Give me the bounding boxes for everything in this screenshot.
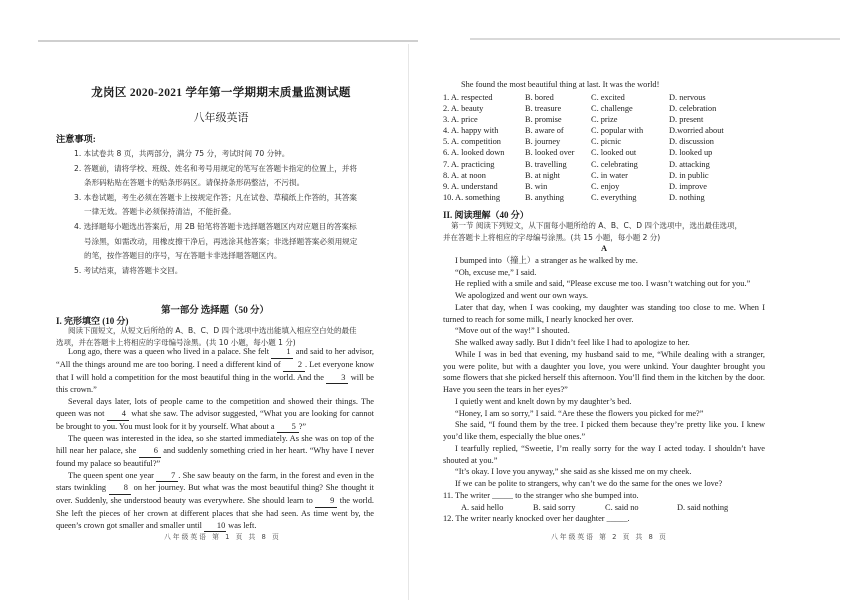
blank-7: 7 (156, 470, 178, 483)
notes-heading: 注意事项: (56, 134, 96, 144)
option-row (443, 103, 759, 114)
passage-paragraph: “Oh, excuse me,” I said. (455, 267, 537, 277)
option-cell: B. bored (525, 93, 554, 102)
reading-section-title: II. 阅读理解（40 分） (443, 210, 529, 220)
option-cell: B. promise (525, 115, 562, 125)
option-cell: 2. A. beauty (443, 104, 484, 114)
blank-5: 5 (277, 421, 299, 434)
q11-option-a: A. said hello (461, 502, 504, 512)
option-row (443, 114, 759, 125)
passage-paragraph: Later that day, when I was cooking, my daughter was standing too close to me. When I turned to reach for some milk, I nearly knocked her over. (443, 302, 765, 324)
passage-paragraph: He replied with a smile and said, “Please excuse me too. I wasn’t watching out for you.” (455, 279, 751, 289)
passage-paragraph: I quietly went and knelt down by my daughter’s bed. (455, 396, 632, 406)
option-row (443, 170, 759, 181)
page-1 (56, 0, 374, 608)
page-fold (408, 44, 409, 600)
option-cell: 9. A. understand (443, 181, 498, 191)
note-line: 一律无效。答题卡必须保持清洁，不能折叠。 (84, 207, 236, 217)
cloze-section-title: I. 完形填空 (10 分) (56, 316, 129, 326)
option-cell: C. popular with (591, 126, 644, 136)
option-cell: 5. A. competition (443, 137, 501, 147)
q11-option-d: D. said nothing (677, 502, 729, 512)
note-line: 号涂黑，如需改动，用橡皮擦干净后，再选涂其他答案；非选择题答案必须用规定 (84, 236, 358, 246)
passage-paragraph: I bumped into（撞上）a stranger as he walked by me. (455, 255, 638, 265)
blank-9: 9 (315, 495, 337, 508)
passage-paragraph: “It’s okay. I love you anyway,” she said as she kissed me on my cheek. (455, 467, 692, 477)
exam-title: 龙岗区 2020-2021 学年第一学期期末质量监测试题 (91, 87, 351, 99)
option-row (443, 159, 759, 170)
note-line: 条形码粘贴在答题卡的贴条形码区。请保持条形码整洁，不污损。 (84, 178, 305, 188)
question-12: 12. The writer nearly knocked over her daughter _____. (443, 514, 630, 524)
option-cell: 8. A. at noon (443, 170, 486, 180)
option-cell: 7. A. practicing (443, 159, 495, 169)
passage-label: A (600, 244, 608, 253)
note-line: 4. 选择题每小题选出答案后，用 2B 铅笔将答题卡选择题答题区内对应题目的答案标 (74, 221, 357, 231)
blank-4: 4 (107, 408, 129, 421)
option-cell: D. improve (669, 181, 708, 191)
option-cell: D. present (669, 115, 704, 125)
option-cell: C. picnic (591, 137, 622, 147)
option-cell: D. nothing (669, 192, 705, 202)
option-cell: B. anything (525, 192, 564, 202)
passage-paragraph: I tearfully replied, “Sweetie, I’m really sorry for the way I acted today. I shouldn’t have shouted at you.” (443, 443, 765, 465)
option-cell: B. looked over (525, 148, 575, 158)
option-cell: 6. A. looked down (443, 148, 505, 158)
note-line: 1. 本试卷共 8 页，共两部分，满分 75 分，考试时间 70 分钟。 (74, 149, 290, 158)
option-row (443, 125, 759, 136)
instruction-line: 选项，并在答题卡上将相应的字母编号涂黑。(共 10 小题，每小题 1 分) (56, 337, 296, 347)
passage-paragraph: While I was in bed that evening, my husband said to me, “While dealing with a stranger, you were polite, but with a daughter you love, you were unkind. Your daughter brought you some flowers that she picked herself this afternoon. You’ll find them in the kitchen by the door. Have you seen the tears in her eyes?” (443, 349, 765, 394)
option-row (443, 181, 759, 192)
option-cell: 3. A. price (443, 115, 478, 125)
passage-paragraph: If we can be polite to strangers, why can’t we do the same for the ones we love? (455, 479, 723, 488)
blank-3: 3 (326, 372, 348, 385)
option-cell: C. everything (591, 192, 637, 202)
option-row (443, 192, 759, 203)
part-one-title: 第一部分 选择题（50 分） (161, 306, 269, 316)
exam-subject: 八年级英语 (193, 112, 249, 124)
option-cell: 10. A. something (443, 192, 501, 202)
q11-option-c: C. said no (605, 502, 639, 512)
option-cell: B. aware of (525, 126, 564, 136)
option-cell: C. in water (591, 170, 628, 180)
option-cell: 1. A. respected (443, 93, 493, 102)
cloze-passage (56, 346, 374, 532)
instruction-line: 第一节 阅读下列短文，从下面每小题所给的 A、B、C、D 四个选项中，选出最佳选项， (451, 221, 742, 230)
option-cell: B. treasure (525, 104, 562, 114)
passage-paragraph: She said, “I found them by the tree. I picked them because they’re pretty like you. I knew you’d like them, especially the blue ones.” (443, 420, 765, 441)
passage-paragraph: Several days later, lots of people came to the competition and showed their things. The queen was not 4 what she saw. The advisor suggested, “What you are looking for cannot be brought to you. You must look for it by yourself. What about a 5 ?” (56, 396, 374, 433)
notes-list (74, 147, 374, 278)
passage-paragraph: “Honey, I am so sorry,” I said. “Are these the flowers you picked for me?” (455, 408, 704, 418)
instruction-line: 并在答题卡上将相应的字母编号涂黑。(共 15 小题，每小题 2 分) (443, 232, 661, 242)
option-row (443, 136, 759, 147)
option-cell: C. challenge (591, 104, 633, 114)
option-cell: B. win (525, 181, 548, 191)
blank-8: 8 (109, 482, 131, 495)
passage-paragraph: She walked away sadly. But I didn’t feel like I had to apologize to her. (455, 338, 690, 347)
passage-paragraphs (443, 255, 765, 490)
reading-instructions (443, 220, 765, 243)
note-line: 的笔，按作答题目的序号，写在答题卡非选择题答题区内。 (84, 251, 282, 261)
passage-paragraph: The queen was interested in the idea, so she started immediately. As she was on top of the hill near her palace, she 6 and suddenly something cried in her heart. “Why have I never found my palace so beautiful?” (56, 434, 374, 468)
option-cell: B. at night (525, 170, 560, 180)
option-cell: D. in public (669, 170, 709, 180)
option-cell: B. travelling (525, 159, 567, 169)
page-2 (443, 0, 765, 608)
cloze-instructions (56, 325, 374, 348)
cloze-options-table (443, 92, 759, 203)
passage-paragraph: Long ago, there was a queen who lived in a palace. She felt 1 and said to her advisor, “All the things around me are too boring. I need a different kind of 2 . Let everyone know that I will hold a competition for the most beautiful thing in the world. And the 3 will be this crown.” (56, 347, 374, 395)
option-cell: C. prize (591, 115, 618, 125)
option-cell: D. nervous (669, 93, 706, 102)
option-cell: D.worried about (669, 126, 724, 136)
note-line: 5. 考试结束，请将答题卡交回。 (74, 265, 183, 275)
option-cell: 4. A. happy with (443, 126, 499, 136)
option-cell: D. looked up (669, 148, 713, 158)
blank-6: 6 (139, 445, 161, 458)
option-cell: C. looked out (591, 148, 637, 158)
passage-paragraph: The queen spent one year 7 . She saw beauty on the farm, in the forest and even in the stars twinkling 8 on her journey. But what was the most beautiful thing? She thought it over. Suddenly, she understood beauty was everywhere. She should learn to 9 the world. She left the pieces of her crown at different places that she had seen. As time went by, the queen’s crown got smaller and smaller until 10 was left. (56, 470, 374, 533)
page-footer: 八年级英语 第 2 页 共 8 页 (551, 533, 668, 541)
option-row (443, 147, 759, 158)
blank-2: 2 (283, 359, 305, 372)
question-11: 11. The writer _____ to the stranger who she bumped into. (443, 490, 639, 500)
option-cell: D. discussion (669, 137, 714, 147)
page-footer: 八年级英语 第 1 页 共 8 页 (164, 533, 281, 541)
instruction-line: 阅读下面短文，从短文后所给的 A、B、C、D 四个选项中选出能填入相应空白处的最佳 (68, 326, 357, 335)
passage-paragraph: We apologized and went our own ways. (455, 291, 589, 300)
question-11-options (443, 502, 765, 514)
blank-10: 10 (204, 520, 226, 533)
blank-1: 1 (271, 346, 293, 359)
option-cell: C. excited (591, 93, 625, 102)
option-cell: C. celebrating (591, 159, 638, 169)
note-line: 2. 答题前，请将学校、班级、姓名和考号用规定的笔写在答题卡指定的位置上，并将 (74, 163, 358, 173)
passage-paragraph: “Move out of the way!” I shouted. (455, 326, 570, 336)
option-cell: D. attacking (669, 159, 710, 169)
q11-option-b: B. said sorry (533, 502, 576, 512)
option-row (443, 92, 759, 103)
reading-passage-a (443, 242, 765, 525)
option-cell: C. enjoy (591, 181, 620, 191)
option-cell: B. journey (525, 137, 561, 147)
note-line: 3. 本卷试题，考生必须在答题卡上按规定作答；凡在试卷、草稿纸上作答的，其答案 (74, 192, 358, 202)
option-cell: D. celebration (669, 104, 717, 114)
passage-closing-line: She found the most beautiful thing at last. It was the world! (461, 80, 660, 89)
